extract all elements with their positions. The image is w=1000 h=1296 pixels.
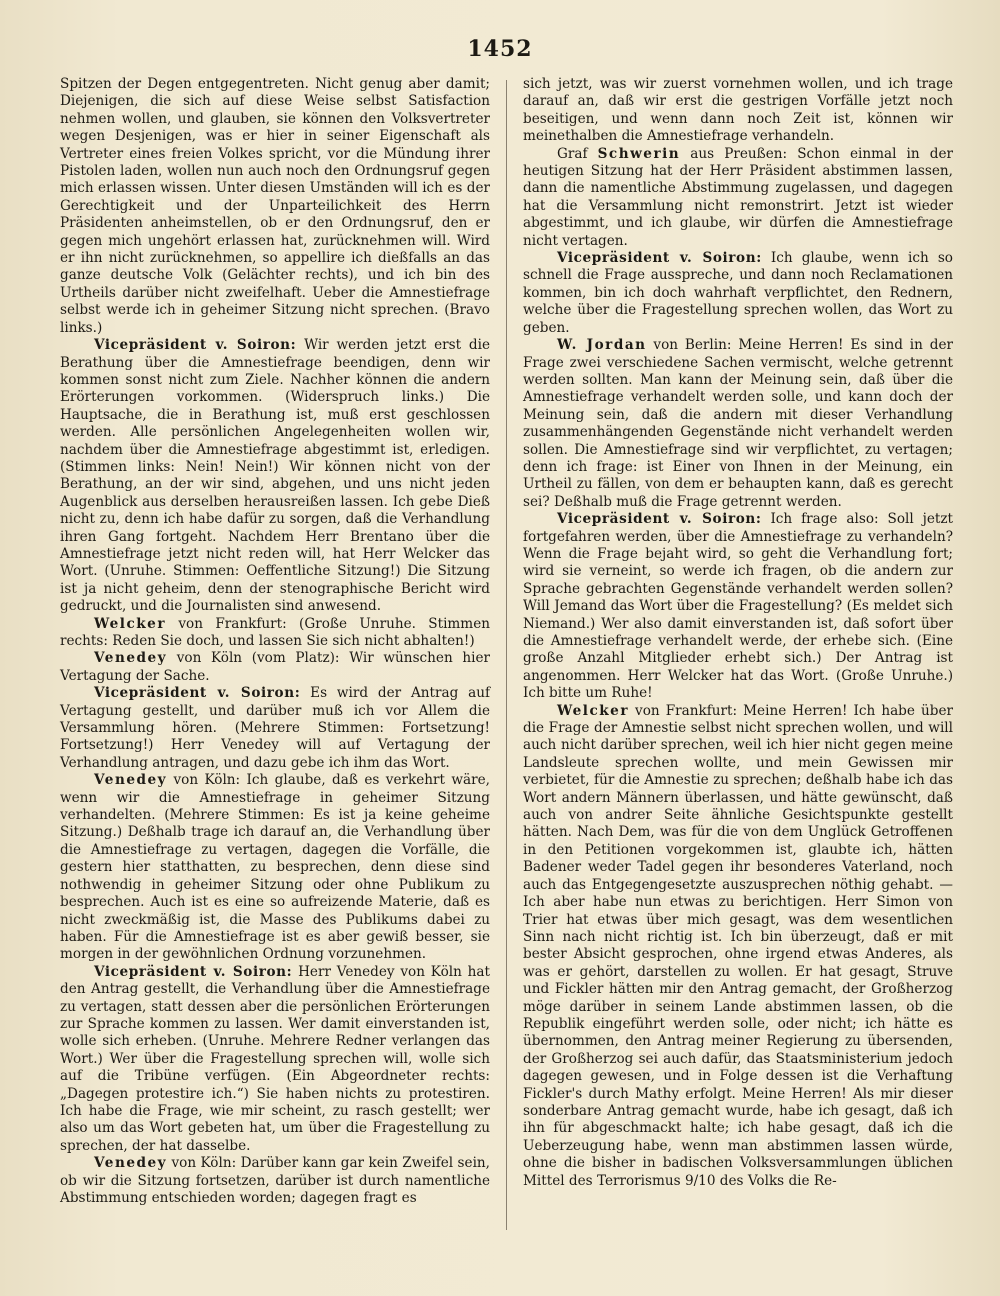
paragraph <box>523 250 953 337</box>
paragraph <box>60 1155 490 1207</box>
paragraph-text: Ich frage also: Soll jetzt fortgefahren werden, über die Amnestiefrage zu verhandeln? Wenn die Frage bejaht wird, so geht die Verhandlung fort; wird sie verneint, so werde ich fragen, ob die andern zur Sprache gebrachten Gegenstände verhandelt werden sollen? Will Jemand das Wort über die Fragestellung? (Es meldet sich Niemand.) Wer also damit einverstanden ist, daß sofort über die Amnestiefrage verhandelt werde, der erhebe sich. (Eine große Anzahl Mitglieder erhebt sich.) Der Antrag ist angenommen. Herr Welcker hat das Wort. (Große Unruhe.) Ich bitte um Ruhe! <box>523 511 953 702</box>
paragraph <box>523 76 953 146</box>
speaker-name: Vicepräsident v. Soiron: <box>94 685 301 702</box>
paragraph-text: Meine Herren! Es sind in der Frage zwei verschiedene Sachen vermischt, welche getrennt werden sollten. Man kann der Meinung sein, daß über die Amnestiefrage verhandelt werden solle, und kann doch der Meinung sein, daß die andern mit dieser Verhandlung zusammenhängenden Gegenstände nicht verhandelt werden sollen. Die Amnestiefrage sind wir verpflichtet, zu vertagen; denn ich frage: ist Einer von Ihnen in der Meinung, ein Urtheil zu fällen, von dem er behaupten kann, daß es gerecht sei? Deßhalb muß die Frage getrennt werden. <box>523 337 953 510</box>
column-divider <box>506 80 507 1230</box>
paragraph-text: Wir wünschen hier Vertagung der Sache. <box>60 650 491 684</box>
speaker-origin: von Frankfurt: <box>178 615 287 632</box>
speaker-name: Venedey <box>94 650 168 667</box>
paragraph <box>523 703 953 1190</box>
paragraph <box>60 650 490 685</box>
paragraph-text: Herr Venedey von Köln hat den Antrag gestellt, die Verhandlung über die Amnestiefrage zu vertagen, statt dessen aber die persönlichen Erörterungen zur Sprache kommen zu lassen. Wer damit einverstanden ist, wolle sich erheben. (Unruhe. Mehrere Redner verlangen das Wort.) Wer über die Fragestellung sprechen will, wolle sich auf die Tribüne verfügen. (Ein Abgeordneter rechts: „Dagegen protestire ich.“) Sie haben nichts zu protestiren. Ich habe die Frage, wie mir scheint, zu rasch gestellt; wer also um das Wort gebeten hat, um über die Fragestellung zu sprechen, der hat dasselbe. <box>60 963 490 1154</box>
speaker-name: Vicepräsident v. Soiron: <box>94 963 293 980</box>
paragraph <box>60 337 490 616</box>
paragraph-text: Ich glaube, daß es verkehrt wäre, wenn wir die Amnestiefrage in geheimer Sitzung verhandelten. (Mehrere Stimmen: Es ist ja keine geheime Sitzung.) Deßhalb trage ich darauf an, die Verhandlung über die Amnestiefrage zu vertagen, dagegen die Vorfälle, die gestern hier statthatten, zu besprechen, denn diese sind nothwendig in geheimer Sitzung oder ohne Publikum zu besprechen. Auch ist es eine so aufreizende Materie, daß es nicht zweckmäßig ist, die Masse des Publikums dabei zu haben. Für die Amnestiefrage ist es aber gewiß besser, sie morgen in der gewöhnlichen Ordnung vorzunehmen. <box>60 772 490 963</box>
paragraph-text: Meine Herren! Ich habe über die Frage der Amnestie selbst nicht sprechen wollen, und will auch nicht darüber sprechen, weil ich hier nicht gegen meine Landsleute sprechen wollte, und mein Gewissen mir verbietet, für die Amnestie zu sprechen; deßhalb habe ich das Wort andern Männern überlassen, und hätte gewünscht, daß auch von andrer Seite ähnliche Gesichtspunkte gestellt hätten. Nach Dem, was für die von dem Unglück Getroffenen in den Petitionen vorgekommen ist, glaubte ich, hätten Badener weder Tadel gegen ihr besonderes Vaterland, noch auch das Entgegengesetzte auszusprechen nöthig gehabt. — Ich aber habe nun etwas zu berichtigen. Herr Simon von Trier hat etwas über mich gesagt, was dem wesentlichen Sinn nach nicht richtig ist. Ich bin überzeugt, daß er mit bester Absicht gesprochen, ohne irgend etwas Anderes, als was er gehört, darstellen zu wollen. Er hat gesagt, Struve und Fickler hätten mir den Antrag gemacht, der Großherzog möge darüber in seinem Lande abstimmen lassen, ob die Republik eingeführt werden solle, oder nicht; ich hätte es übernommen, den Antrag meiner Regierung zu übersenden, der Großherzog sei auch dafür, das Staatsministerium jedoch dagegen gewesen, und in Folge dessen ist die Verhaftung Fickler's durch Mathy erfolgt. Meine Herren! Als mir dieser sonderbare Antrag gemacht wurde, habe ich gesagt, daß ich ihn für abgeschmackt halte; ich habe gesagt, daß ich die Ueberzeugung habe, wenn man abstimmen lassen würde, ohne die bisher in badischen Volksversammlungen üblichen Mittel des Terrorismus 9/10 des Volks die Re- <box>523 702 953 1189</box>
paragraph <box>523 146 953 250</box>
paragraph-text: Schon einmal in der heutigen Sitzung hat der Herr Präsident abstimmen lassen, dann die namentliche Abstimmung zugelassen, und dagegen hat die Versammlung nicht remonstrirt. Jetzt ist wieder abgestimmt, und ich glaube, wir dürfen die Amnestiefrage nicht vertagen. <box>523 145 954 249</box>
speaker-name: Schwerin <box>597 145 681 162</box>
speaker-origin: von Frankfurt: <box>635 702 738 719</box>
speaker-origin: von Köln: <box>171 1155 237 1172</box>
paragraph <box>60 964 490 1155</box>
paragraph-text: sich jetzt, was wir zuerst vornehmen wollen, und ich trage darauf an, daß wir erst die gestrigen Vorfälle jetzt noch beseitigen, und wenn dann noch Zeit ist, können wir meinethalben die Amnestiefrage verhandeln. <box>523 76 953 145</box>
page-number: 1452 <box>467 36 533 62</box>
speaker-title: Graf <box>557 145 588 162</box>
speaker-name: Vicepräsident v. Soiron: <box>557 250 762 267</box>
speaker-name: Welcker <box>557 702 629 719</box>
paragraph <box>523 511 953 702</box>
left-column <box>60 76 490 1207</box>
speaker-name: Welcker <box>94 615 166 632</box>
paragraph-text: Es wird der Antrag auf Vertagung gestellt, und darüber muß ich vor Allem die Versammlung hören. (Mehrere Stimmen: Fortsetzung! Fortsetzung!) Herr Venedey will auf Vertagung der Verhandlung antragen, und dazu gebe ich ihm das Wort. <box>60 685 490 771</box>
speaker-name: Vicepräsident v. Soiron: <box>94 337 297 354</box>
speaker-origin: von Köln (vom Platz): <box>176 650 340 667</box>
speaker-origin: von Berlin: <box>653 337 732 354</box>
right-column <box>523 76 953 1190</box>
paragraph-text: Darüber kann gar kein Zweifel sein, ob wir die Sitzung fortsetzen, darüber ist durch namentliche Abstimmung entschieden worden; dagegen fragt es <box>60 1155 490 1206</box>
paragraph <box>523 337 953 511</box>
speaker-name: Venedey <box>94 1155 168 1172</box>
speaker-origin: von Köln: <box>173 772 241 789</box>
speaker-name: Venedey <box>94 772 168 789</box>
speaker-origin: aus Preußen: <box>690 145 788 162</box>
paragraph-text: Wir werden jetzt erst die Berathung über die Amnestiefrage beendigen, denn wir kommen sonst nicht zum Ziele. Nachher können die andern Erörterungen vorkommen. (Widerspruch links.) Die Hauptsache, die in Berathung ist, muß erst geschlossen werden. Alle persönlichen Angelegenheiten wollen wir, nachdem über die Amnestiefrage abgestimmt ist, erledigen. (Stimmen links: Nein! Nein!) Wir können nicht von der Berathung, an der wir sind, abgehen, und uns nicht jeden Augenblick aus derselben herausreißen lassen. Ich gebe Dieß nicht zu, denn ich habe dafür zu sorgen, daß die Verhandlung ihren Gang fortgeht. Nachdem Herr Brentano über die Amnestiefrage jetzt nicht reden will, hat Herr Welcker das Wort. (Unruhe. Stimmen: Oeffentliche Sitzung!) Die Sitzung ist ja nicht geheim, denn der stenographische Bericht wird gedruckt, und die Journalisten sind anwesend. <box>60 337 490 615</box>
paragraph <box>60 685 490 772</box>
paragraph-text: (Große Unruhe. Stimmen rechts: Reden Sie doch, und lassen Sie sich nicht abhalten!) <box>60 615 490 649</box>
paragraph <box>60 772 490 963</box>
paragraph <box>60 76 490 337</box>
speaker-name: W. Jordan <box>557 337 647 354</box>
paragraph-text: Spitzen der Degen entgegentreten. Nicht genug aber damit; Diejenigen, die sich auf diese Weise selbst Satisfaction nehmen wollen, und glauben, sie können den Volksvertreter wegen Desjenigen, was er hier in seiner Eigenschaft als Vertreter eines freien Volkes spricht, vor die Mündung ihrer Pistolen laden, wollen nun auch noch den Ordnungsruf gegen mich erlassen wissen. Unter diesen Umständen will ich es der Gerechtigkeit und der Unparteilichkeit des Herrn Präsidenten anheimstellen, ob er den Ordnungsruf, den er gegen mich ungehört erlassen hat, zurücknehmen will. Wird er ihn nicht zurücknehmen, so appellire ich dießfalls an das ganze deutsche Volk (Gelächter rechts), und ich bin des Urtheils darüber nicht zweifelhaft. Ueber die Amnestiefrage selbst werde ich in geheimer Sitzung nicht sprechen. (Bravo links.) <box>60 76 490 336</box>
paragraph <box>60 616 490 651</box>
paragraph-text: Ich glaube, wenn ich so schnell die Frage ausspreche, und dann noch Reclamationen kommen, bin ich doch wahrhaft verpflichtet, den Rednern, welche über die Fragestellung sprechen wollen, das Wort zu geben. <box>523 250 953 336</box>
speaker-name: Vicepräsident v. Soiron: <box>557 511 762 528</box>
